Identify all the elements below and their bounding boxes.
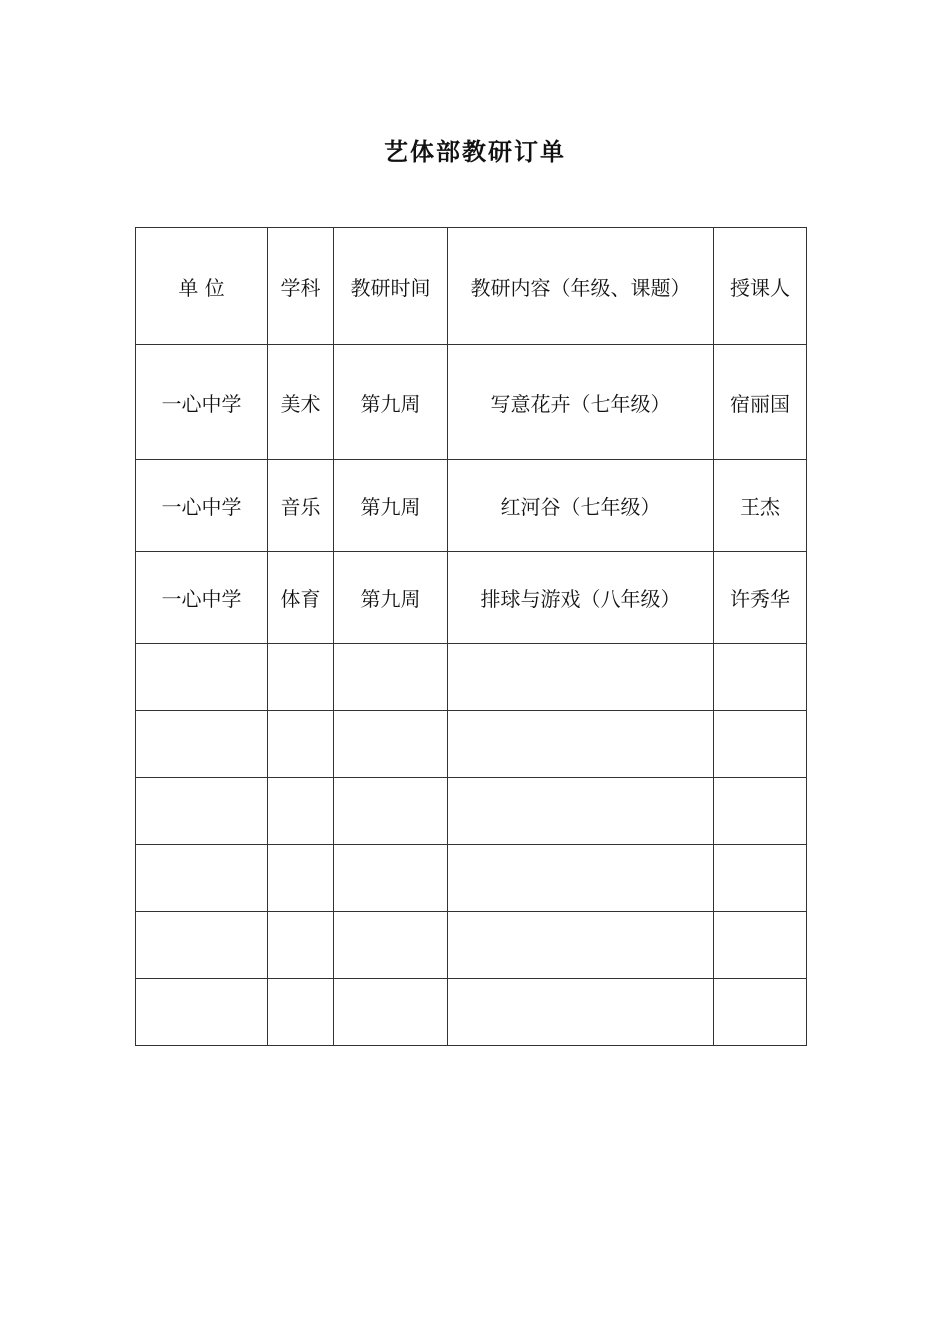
order-table: [135, 227, 807, 1046]
table-row: [136, 644, 807, 711]
cell-subject: [268, 979, 334, 1046]
header-unit: 单 位: [136, 228, 268, 345]
table-row: [136, 979, 807, 1046]
cell-content: [448, 912, 714, 979]
cell-teacher: 王杰: [714, 460, 807, 552]
cell-teacher: [714, 644, 807, 711]
header-time: 教研时间: [334, 228, 448, 345]
cell-time: [334, 912, 448, 979]
cell-content: [448, 711, 714, 778]
cell-teacher: [714, 912, 807, 979]
cell-content: 红河谷（七年级）: [448, 460, 714, 552]
cell-unit: [136, 979, 268, 1046]
cell-content: [448, 644, 714, 711]
cell-content: [448, 778, 714, 845]
table-row: [136, 711, 807, 778]
cell-unit: 一心中学: [136, 460, 268, 552]
cell-time: [334, 778, 448, 845]
cell-unit: [136, 912, 268, 979]
cell-teacher: [714, 711, 807, 778]
cell-unit: [136, 845, 268, 912]
header-content: 教研内容（年级、课题）: [448, 228, 714, 345]
cell-subject: 美术: [268, 345, 334, 460]
cell-subject: [268, 711, 334, 778]
cell-time: 第九周: [334, 345, 448, 460]
cell-unit: [136, 778, 268, 845]
cell-teacher: [714, 979, 807, 1046]
table-row: [136, 912, 807, 979]
cell-unit: 一心中学: [136, 345, 268, 460]
cell-subject: 音乐: [268, 460, 334, 552]
cell-teacher: 许秀华: [714, 552, 807, 644]
cell-time: [334, 711, 448, 778]
cell-teacher: [714, 845, 807, 912]
cell-time: 第九周: [334, 552, 448, 644]
cell-content: 排球与游戏（八年级）: [448, 552, 714, 644]
cell-time: [334, 845, 448, 912]
cell-subject: 体育: [268, 552, 334, 644]
cell-subject: [268, 778, 334, 845]
header-teacher: 授课人: [714, 228, 807, 345]
table-row: [136, 778, 807, 845]
table-row: [136, 552, 807, 644]
cell-time: [334, 979, 448, 1046]
cell-subject: [268, 912, 334, 979]
cell-content: [448, 979, 714, 1046]
table-row: [136, 345, 807, 460]
page-title: 艺体部教研订单: [384, 138, 566, 166]
cell-unit: [136, 711, 268, 778]
table-header-row: [136, 228, 807, 345]
cell-time: [334, 644, 448, 711]
cell-teacher: [714, 778, 807, 845]
cell-subject: [268, 644, 334, 711]
table-row: [136, 460, 807, 552]
cell-unit: 一心中学: [136, 552, 268, 644]
table-row: [136, 845, 807, 912]
cell-time: 第九周: [334, 460, 448, 552]
cell-unit: [136, 644, 268, 711]
cell-teacher: 宿丽国: [714, 345, 807, 460]
header-subject: 学科: [268, 228, 334, 345]
cell-subject: [268, 845, 334, 912]
cell-content: 写意花卉（七年级）: [448, 345, 714, 460]
cell-content: [448, 845, 714, 912]
